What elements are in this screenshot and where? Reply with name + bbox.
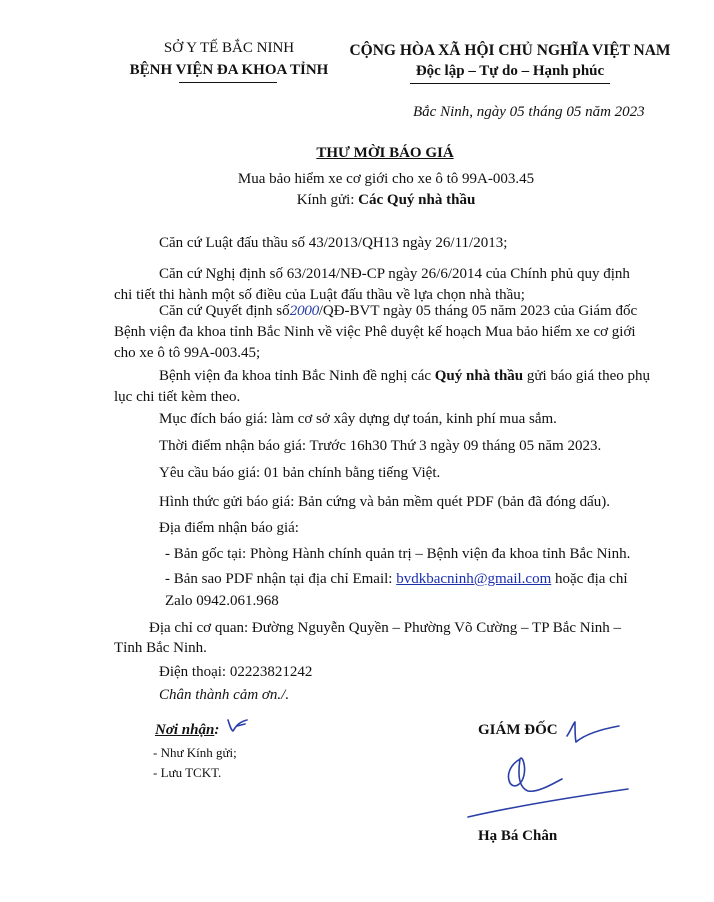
recipients-label-text: Nơi nhận [155,722,215,738]
location-bullet-pdf [165,571,627,588]
basis-decision-line1 [159,303,637,320]
basis-decision-line3: cho xe ô tô 99A-003.45; [114,345,261,361]
basis-decision-line2: Bệnh viện đa khoa tỉnh Bắc Ninh về việc Phê duyệt kế hoạch Mua bảo hiểm xe cơ giới [114,324,636,340]
place-date: Bắc Ninh, ngày 05 tháng 05 năm 2023 [413,104,645,120]
basis-decree-line1: Căn cứ Nghị định số 63/2014/NĐ-CP ngày 26/6/2014 của Chính phủ quy định [159,266,630,282]
basis-decree-line2: chi tiết thi hành một số điều của Luật đấu thầu về lựa chọn nhà thầu; [114,287,525,303]
motto: Độc lập – Tự do – Hạnh phúc [415,63,605,79]
signature-title: GIÁM ĐỐC [478,722,558,738]
decision-suffix: /QĐ-BVT ngày 05 tháng 05 năm 2023 của Giám đốc [318,303,638,319]
request-line2: lục chi tiết kèm theo. [114,389,241,405]
requirement: Yêu cầu báo giá: 01 bản chính bằng tiếng Việt. [159,465,441,481]
address-line1: Địa chỉ cơ quan: Đường Nguyễn Quyền – Phường Võ Cường – TP Bắc Ninh – [149,620,622,636]
thanks: Chân thành cảm ơn./. [159,687,290,703]
agency-name: SỞ Y TẾ BẮC NINH [163,40,295,56]
submission-method: Hình thức gửi báo giá: Bản cứng và bản mềm quét PDF (bản đã đóng dấu). [159,494,610,510]
document-subject: Mua bảo hiểm xe cơ giới cho xe ô tô 99A-003.45 [237,171,535,187]
purpose: Mục đích báo giá: làm cơ sở xây dựng dự toán, kinh phí mua sắm. [159,411,557,427]
decision-prefix: Căn cứ Quyết định số [159,303,290,319]
request-text-a: Bệnh viện đa khoa tỉnh Bắc Ninh đề nghị các [159,368,435,384]
addressee [297,192,476,209]
location-label: Địa điểm nhận báo giá: [159,520,299,536]
recipients-colon: : [214,722,220,738]
zalo-line: Zalo 0942.061.968 [165,593,279,609]
recipient-item-2: - Lưu TCKT. [153,765,222,780]
handwritten-mark-icon [225,716,253,734]
hospital-name: BỆNH VIỆN ĐA KHOA TỈNH [129,62,329,78]
addressee-label: Kính gửi: [296,192,359,208]
initial-mark-icon [563,712,623,748]
motto-underline [410,83,610,84]
request-line1 [159,368,650,385]
pdf-bullet-text: - Bản sao PDF nhận tại địa chỉ Email: [165,571,397,587]
signature-icon [462,745,632,825]
signer-name: Hạ Bá Chân [478,828,558,844]
recipients-label [155,722,219,739]
request-bold: Quý nhà thầu [434,368,524,384]
pdf-bullet-suffix: hoặc địa chỉ [551,571,628,587]
phone: Điện thoại: 02223821242 [159,664,313,680]
request-text-c: gửi báo giá theo phụ [523,368,650,384]
email-link[interactable]: bvdkbacninh@gmail.com [396,571,552,587]
nation-name: CỘNG HÒA XÃ HỘI CHỦ NGHĨA VIỆT NAM [349,42,671,59]
basis-law: Căn cứ Luật đấu thầu số 43/2013/QH13 ngày 26/11/2013; [159,235,508,251]
deadline: Thời điểm nhận báo giá: Trước 16h30 Thứ 3 ngày 09 tháng 05 năm 2023. [159,438,602,454]
addressee-name: Các Quý nhà thầu [358,192,476,208]
document-title: THƯ MỜI BÁO GIÁ [316,145,454,161]
recipient-item-1: - Như Kính gửi; [153,745,237,760]
location-bullet-original: - Bản gốc tại: Phòng Hành chính quản trị – Bệnh viện đa khoa tỉnh Bắc Ninh. [165,546,631,562]
address-line2: Tỉnh Bắc Ninh. [114,640,207,656]
handwritten-decision-number: 2000 [289,304,319,319]
hospital-underline [179,82,277,83]
